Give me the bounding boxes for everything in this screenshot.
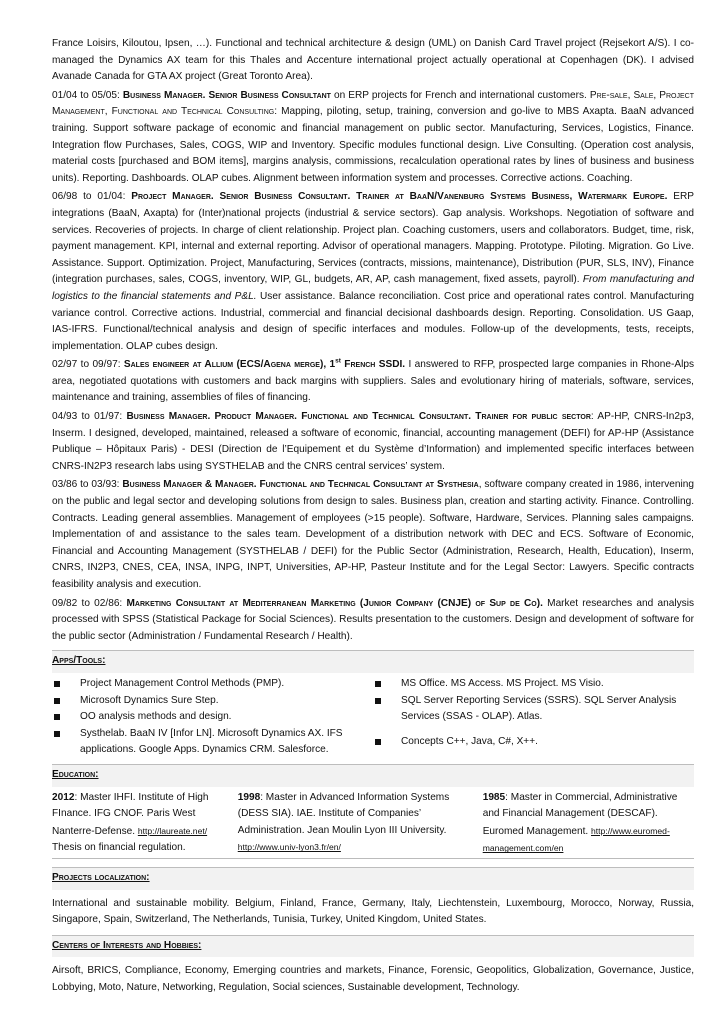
experience-entry [52, 409, 694, 475]
experience-text-2: User assistance. Balance reconciliation. Cost price and operational rates control. Manufacturing variance control. Corrective actions. Industrial, commercial and financial decisional dashboards design. Reporting. Consolidation. US Gaap, IAS-IFRS. Functional/technical analysis and design of specific interfaces and modules. Follow-up of the developments, tests, receipts, implementation. OLAP cubes design. [52, 290, 694, 352]
apps-left-column [52, 676, 373, 759]
experience-italic: From manufacturing and logistics to the financial statements and P&L. [52, 274, 694, 302]
experience-text: , software company created in 1986, intervening on the public and legal sector and developing solutions from design to sales. Business plan, creation and starting activity. Finance. Controlling. Contracts. Leading general assemblies. Management of employees (>15 people). Software, Hardware, Services. Planning sales campaigns. Implementation of and assistance to the sales team. Development of a distribution network with DEC and ECS. Software of Economic, Financial and Accounting Management (SYSTHELAB / DEFI) for the Public Sector (Administration, Research, Health, Education), Inserm, CNRS, IN2P3, CNES, CEA, INSA, INPG, INPT, Universities, AP-HP, Pasteur Institute and for the Legal Sector: Lawyers. Specific contracts feasibility analysis and execution. [52, 479, 695, 590]
list-item: SQL Server Reporting Services (SSRS). SQL Server Analysis Services (SSAS - OLAP). Atlas. [373, 693, 694, 726]
experience-role-suffix: French SSDI. [340, 359, 406, 371]
experience-role: Marketing Consultant at Mediterranean Marketing (Junior Company (CNJE) of Sup de Co). [126, 597, 543, 609]
experience-dates: 01/04 to 05/05: [52, 89, 123, 101]
apps-list [52, 676, 694, 759]
education-grid [52, 790, 694, 859]
apps-heading: Apps/Tools: [52, 650, 694, 673]
list-item: Concepts C++, Java, C#, X++. [373, 734, 694, 751]
list-item: OO analysis methods and design. [52, 709, 373, 726]
experience-text: ERP integrations (BaaN, Axapta) for (Inter)national projects (industrial & service sectors). Gap analysis. Workshops. Negotiation of software and services. Recoveries of projects. In charge of client relationship. Project plan. Coaching customers, users and collaborators. Budget, time, risk, payment management. KPI, internal and external reporting. Advisor of operational managers. Mapping. Prototype. Piloting. Migration. Go Live. Assistance. Support. Optimization. Project, Manufacturing, Services (contracts, missions, maintenance), Distribution (PUR, SLS, INV), Finance (integration purchases, sales, COGS, inventory, WIP, GL, budgets, AR, AP, cash management, fixed assets, payroll). [52, 191, 695, 286]
education-link[interactable]: http://www.univ-lyon3.fr/en/ [237, 842, 341, 853]
intro-paragraph [52, 36, 694, 86]
projects-heading: Projects localization: [52, 867, 694, 890]
resume-content [52, 36, 694, 1002]
experience-role: Project Manager. Senior Business Consultant. Trainer at BaaN/Vanenburg Systems Business, Watermark Europe. [131, 191, 668, 203]
list-item: Systhelab. BaaN IV [Infor LN]. Microsoft Dynamics AX. IFS applications. Google Apps. Dynamics CRM. Salesforce. [52, 726, 373, 759]
education-text: : Master in Commercial, Administrative and Financial Management (DESCAF). Euromed Management. [482, 791, 678, 837]
experience-text: : AP-HP, CNRS-In2p3, Inserm. I designed, developed, maintained, released a software of economic, financial, accounting management (DEFI) for AP-HP (Assistance Publique – Hôpitaux Paris) - DESI (Direction de l’Equipement et du Système d’Information) and implemented specific interfaces between CNRS-IN2P3 research labs using SYSTHELAB and the CNRS central services’ system. [52, 411, 694, 472]
list-item: Project Management Control Methods (PMP). [52, 676, 373, 693]
experience-role: Business Manager. Product Manager. Functional and Technical Consultant. Trainer for public sector [126, 411, 591, 423]
experience-dates: 09/82 to 02/86: [52, 597, 127, 609]
experience-text: on ERP projects for French and international customers. [330, 89, 590, 101]
projects-text: International and sustainable mobility. Belgium, Finland, France, Germany, Italy, Liechtenstein, Luxembourg, Morocco, Norway, Russia, Singapore, Spain, Switzerland, The Netherlands, Tunisia, Turkey, United Kingdom, United States. [52, 897, 694, 926]
list-item: Microsoft Dynamics Sure Step. [52, 693, 373, 710]
experience-text: I answered to RFP, prospected large companies in Rhone-Alps area, negotiated quotations with customers and back margins with suppliers. Sales and evolutionary hiring of materials, software, services, maintenance and training, assemblies of files of financing. [52, 359, 695, 404]
experience-dates: 03/86 to 03/93: [52, 479, 123, 491]
experience-dates: 02/97 to 09/97: [52, 359, 124, 371]
education-year: 2012 [52, 791, 75, 803]
experience-text-2: Mapping, piloting, setup, training, conversion and go-live to MBS Axapta. BaaN advanced training. Support software package of economic and financial management on public sector. Manufacturing, Services, Logistics, Finance. Integration flow Purchases, Sales, COGS, WIP and Inventory. Specific modules functional design. Live Consulting. (Operation cost analysis, material costs [purchased and BOM items], margins analysis, commissions, recalculation operational rates by lines of business and business units). Reporting. Dashboards. OLAP cubes. Alignment between information system and processes. Corrective actions. Coaching. [52, 106, 695, 184]
education-item [483, 790, 694, 858]
experience-role: Business Manager & Manager. Functional and Technical Consultant at Systhesia [122, 479, 479, 491]
education-item [238, 790, 483, 858]
education-text: : Master IHFI. Institute of High FInance. IFG CNOF. Paris West Nanterre-Defense. [52, 791, 209, 837]
intro-text: France Loisirs, Kiloutou, Ipsen, …). Functional and technical architecture & design (UML) on Danish Card Travel project (Rejsekort A/S). I co-managed the Dynamics AX team for this Thales and Accenture international project actually operational at Copenhagen (DK). I advised Avanade Canada for GTA AX project (Great Toronto Area). [52, 38, 694, 83]
experience-entry [52, 189, 694, 355]
education-year: 1985 [482, 791, 506, 803]
education-item [52, 790, 238, 858]
interests-heading: Centers of Interests and Hobbies: [52, 935, 694, 958]
experience-entry [52, 596, 694, 646]
experience-superscript: st [335, 357, 341, 365]
experience-dates: 04/93 to 01/97: [52, 411, 127, 423]
experience-roles: Pre-sale, Sale, Project Management, Functional and Technical Consulting: [52, 89, 694, 118]
experience-text: Market researches and analysis processed with SPSS (Statistical Package for Social Sciences). Results presentation to the customers. Design and development of software for the public sector (Administration / Fundamental Research / Health). [52, 597, 694, 642]
apps-right-column [373, 676, 694, 759]
education-link[interactable]: http://laureate.net/ [137, 825, 208, 836]
education-year: 1998 [237, 791, 261, 803]
experience-entry [52, 357, 694, 407]
education-heading: Education: [52, 764, 694, 787]
education-text: : Master in Advanced Information Systems (DESS SIA). IAE. Institute of Companies’ Administration. Jean Moulin Lyon III University. [237, 791, 450, 836]
experience-entry [52, 477, 694, 593]
experience-entry [52, 88, 694, 188]
experience-role: Business Manager. Senior Business Consultant [122, 89, 331, 101]
education-link[interactable]: http://www.euromed-management.com/en [482, 825, 670, 854]
list-item: MS Office. MS Access. MS Project. MS Visio. [373, 676, 694, 693]
experience-dates: 06/98 to 01/04: [52, 191, 132, 203]
education-text-2: Thesis on financial regulation. [52, 842, 186, 854]
interests-text: Airsoft, BRICS, Compliance, Economy, Emerging countries and markets, Finance, Forensic, Geopolitics, Globalization, Governance, Justice, Lobbying, Moto, Nature, Networking, Regulation, Social sciences, Sustainable development, Technology. [52, 965, 694, 993]
experience-role: Sales engineer at Allium (ECS/Agena merge), 1 [123, 359, 336, 371]
